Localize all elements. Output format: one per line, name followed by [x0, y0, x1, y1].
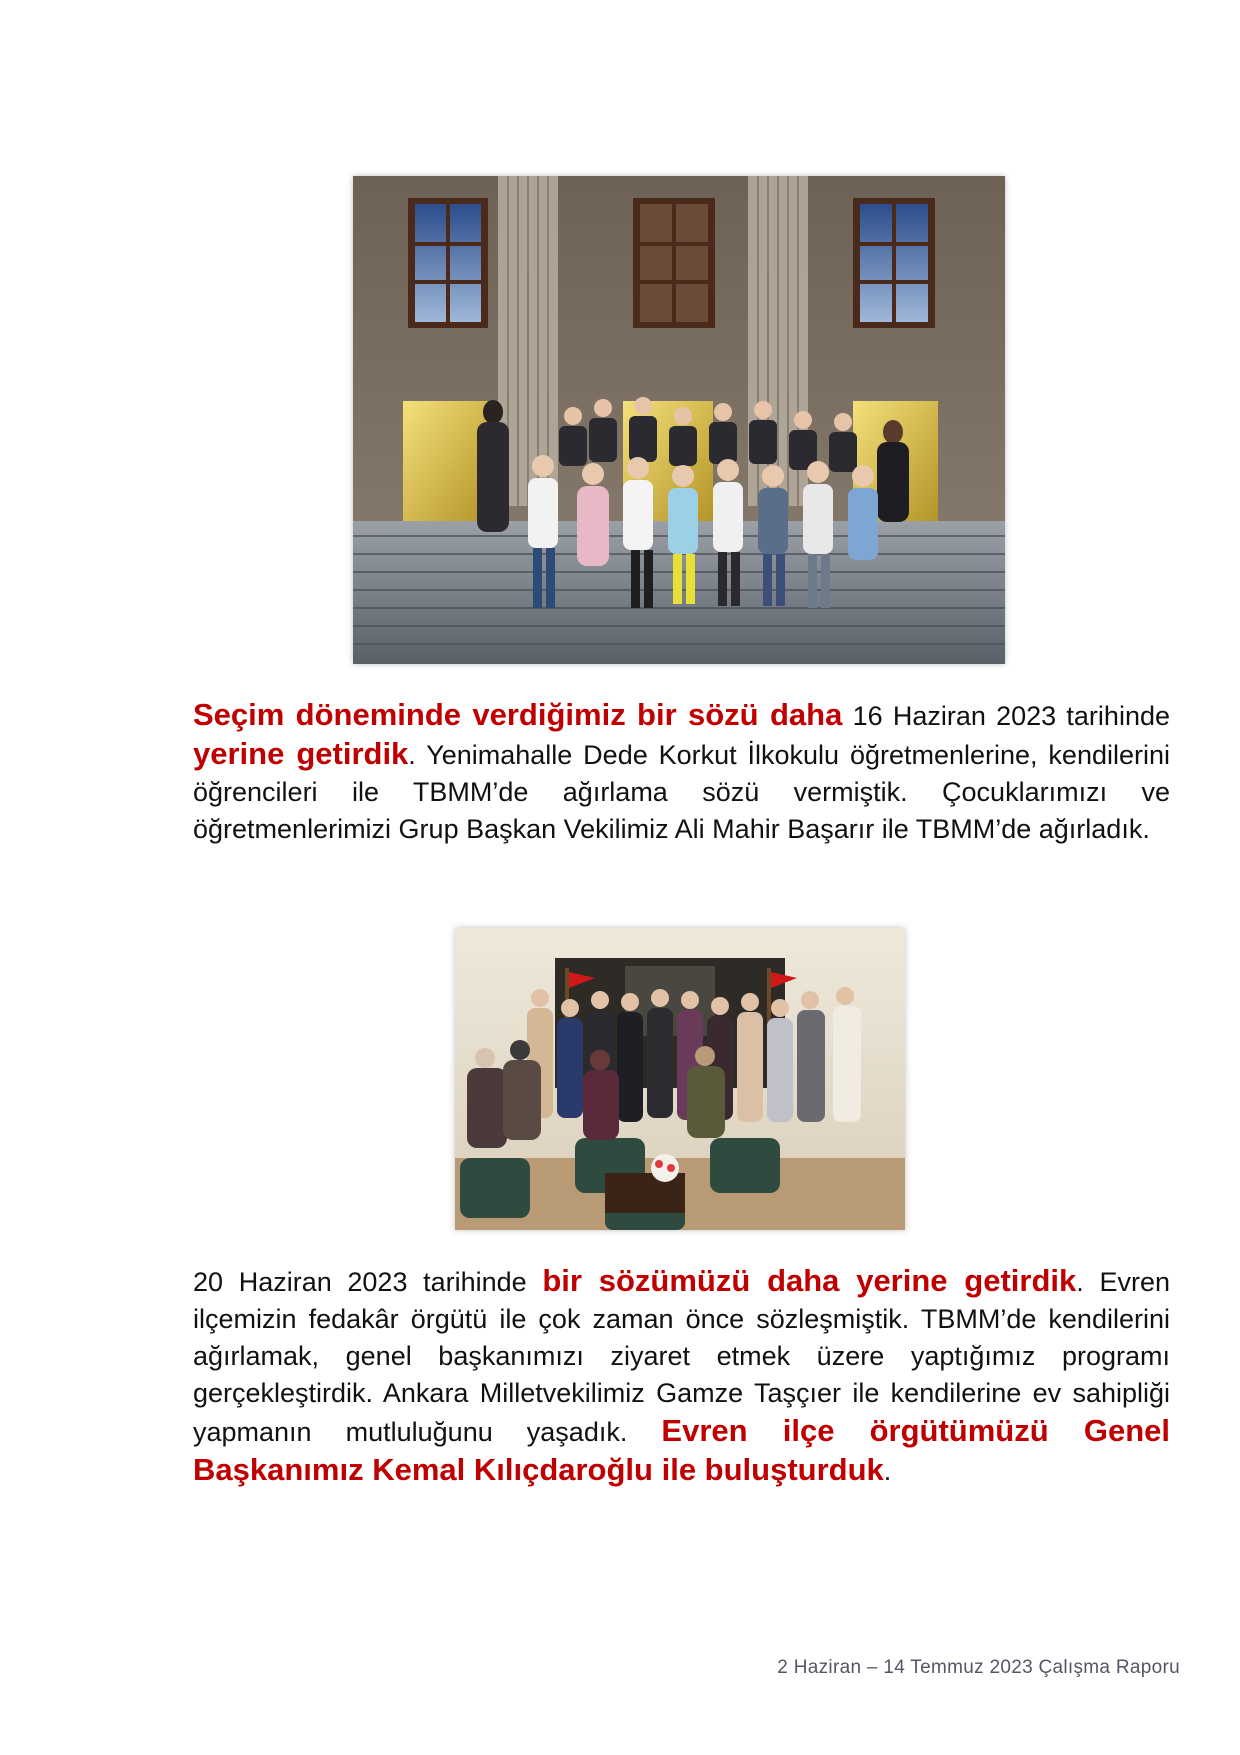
paragraph-evren-visit	[193, 1262, 1170, 1490]
highlight-fulfilled: yerine getirdik	[193, 736, 409, 771]
parliament-group-photo	[353, 176, 1005, 664]
paragraph-text: .	[883, 1456, 892, 1486]
paragraph-text: 20 Haziran 2023 tarihinde	[193, 1267, 543, 1297]
highlight-promise-kept: Seçim döneminde verdiğimiz bir sözü daha	[193, 697, 843, 732]
page-footer: 2 Haziran – 14 Temmuz 2023 Çalışma Raporu	[777, 1657, 1180, 1678]
highlight-promise-kept: bir sözümüzü daha yerine getirdik	[542, 1263, 1077, 1298]
paragraph-text: . Yenimahalle Dede Korkut İlkokulu öğretmenlerine, kendilerini öğrencileri ile TBMM’de ağırlama sözü vermiştik. Çocuklarımızı ve öğretmenlerimizi Grup Başkan Vekilimiz Ali Mahir Başarır ile TBMM’de ağırladık.	[193, 740, 1170, 844]
paragraph-text: . Evren ilçemizin fedakâr örgütü ile çok zaman önce sözleşmiştik. TBMM’de kendilerini ağırlamak, genel başkanımızı ziyaret etmek üzere yaptığımız programı gerçekleştirdik. Ankara Milletvekilimiz Gamze Taşçıer ile kendilerine ev sahipliği yapmanın mutluluğunu yaşadık.	[193, 1267, 1170, 1447]
highlight-meeting-leader: Evren ilçe örgütümüzü Genel Başkanımız Kemal Kılıçdaroğlu ile buluşturduk	[193, 1413, 1170, 1487]
paragraph-parliament-visit	[193, 696, 1170, 848]
paragraph-text: 16 Haziran 2023 tarihinde	[842, 701, 1170, 731]
office-group-photo	[455, 928, 905, 1230]
